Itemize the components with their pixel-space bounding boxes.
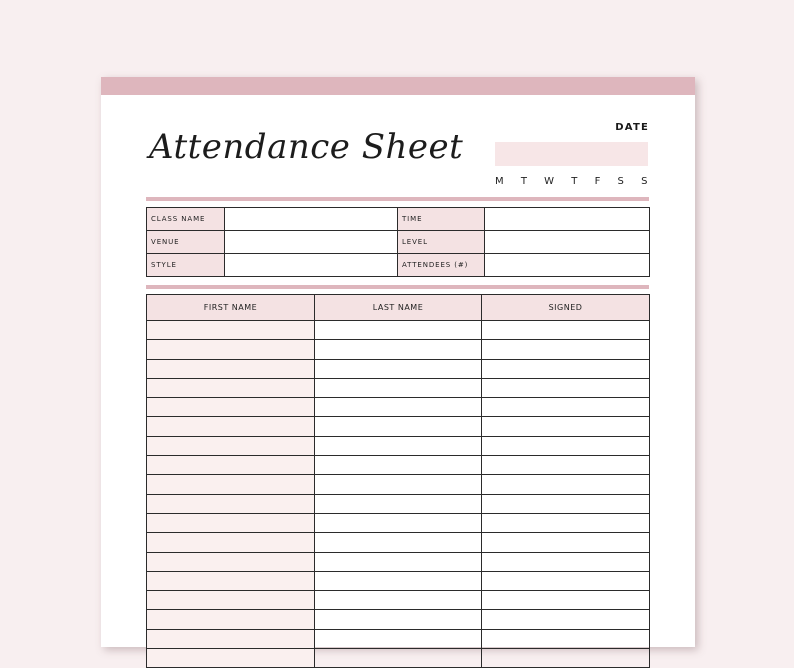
last-name-cell[interactable] [315,610,482,629]
last-name-cell[interactable] [315,533,482,552]
style-field[interactable] [225,254,398,277]
first-name-cell[interactable] [147,629,315,648]
signed-cell[interactable] [482,378,650,397]
signed-cell[interactable] [482,591,650,610]
signed-cell[interactable] [482,629,650,648]
first-name-cell[interactable] [147,571,315,590]
last-name-cell[interactable] [315,359,482,378]
first-name-cell[interactable] [147,494,315,513]
last-name-cell[interactable] [315,378,482,397]
venue-field[interactable] [225,231,398,254]
first-name-cell[interactable] [147,398,315,417]
signed-cell[interactable] [482,513,650,532]
time-label: TIME [398,208,485,231]
last-name-cell[interactable] [315,475,482,494]
level-label: LEVEL [398,231,485,254]
last-name-cell[interactable] [315,629,482,648]
attendance-row [147,417,650,436]
attendance-sheet-page [101,77,695,647]
first-name-cell[interactable] [147,456,315,475]
attendance-row [147,436,650,455]
signed-header: SIGNED [482,295,650,321]
level-field[interactable] [485,231,650,254]
first-name-cell[interactable] [147,475,315,494]
attendance-row [147,533,650,552]
last-name-cell[interactable] [315,649,482,668]
last-name-cell[interactable] [315,321,482,340]
signed-cell[interactable] [482,321,650,340]
signed-cell[interactable] [482,436,650,455]
first-name-cell[interactable] [147,340,315,359]
venue-label: VENUE [147,231,225,254]
section-divider [146,285,649,289]
day-tue[interactable]: T [520,176,528,187]
signed-cell[interactable] [482,398,650,417]
signed-cell[interactable] [482,494,650,513]
last-name-cell[interactable] [315,417,482,436]
last-name-cell[interactable] [315,436,482,455]
last-name-cell[interactable] [315,494,482,513]
attendance-row [147,494,650,513]
attendance-row [147,571,650,590]
first-name-cell[interactable] [147,513,315,532]
signed-cell[interactable] [482,417,650,436]
attendance-row [147,398,650,417]
signed-cell[interactable] [482,610,650,629]
first-name-cell[interactable] [147,378,315,397]
info-row [147,208,650,231]
day-sat[interactable]: S [617,176,625,187]
first-name-cell[interactable] [147,436,315,455]
first-name-cell[interactable] [147,321,315,340]
date-label: DATE [615,122,649,133]
first-name-header: FIRST NAME [147,295,315,321]
first-name-cell[interactable] [147,533,315,552]
signed-cell[interactable] [482,649,650,668]
day-sun[interactable]: S [641,176,648,187]
time-field[interactable] [485,208,650,231]
weekday-row [495,176,648,187]
first-name-cell[interactable] [147,649,315,668]
class-name-label: CLASS NAME [147,208,225,231]
last-name-header: LAST NAME [315,295,482,321]
attendance-row [147,359,650,378]
first-name-cell[interactable] [147,610,315,629]
signed-cell[interactable] [482,571,650,590]
day-mon[interactable]: M [495,176,505,187]
class-info-table [146,207,650,277]
day-wed[interactable]: W [544,176,555,187]
last-name-cell[interactable] [315,591,482,610]
signed-cell[interactable] [482,552,650,571]
attendees-field[interactable] [485,254,650,277]
attendance-row [147,340,650,359]
attendance-header-row [147,295,650,321]
signed-cell[interactable] [482,340,650,359]
first-name-cell[interactable] [147,552,315,571]
attendance-row [147,591,650,610]
last-name-cell[interactable] [315,340,482,359]
last-name-cell[interactable] [315,456,482,475]
attendance-row [147,456,650,475]
date-field[interactable] [495,142,648,166]
attendance-row [147,378,650,397]
attendance-row [147,552,650,571]
class-name-field[interactable] [225,208,398,231]
first-name-cell[interactable] [147,359,315,378]
last-name-cell[interactable] [315,398,482,417]
attendance-row [147,610,650,629]
attendees-label: ATTENDEES (#) [398,254,485,277]
day-fri[interactable]: F [594,176,601,187]
last-name-cell[interactable] [315,571,482,590]
attendance-row [147,475,650,494]
signed-cell[interactable] [482,456,650,475]
signed-cell[interactable] [482,533,650,552]
first-name-cell[interactable] [147,417,315,436]
attendance-table [146,294,650,668]
attendance-row [147,629,650,648]
top-accent-bar [101,77,695,95]
first-name-cell[interactable] [147,591,315,610]
signed-cell[interactable] [482,359,650,378]
last-name-cell[interactable] [315,552,482,571]
signed-cell[interactable] [482,475,650,494]
page-title: Attendance Sheet [149,127,464,167]
attendance-row [147,321,650,340]
last-name-cell[interactable] [315,513,482,532]
style-label: STYLE [147,254,225,277]
attendance-row [147,649,650,668]
info-row [147,254,650,277]
info-row [147,231,650,254]
attendance-row [147,513,650,532]
day-thu[interactable]: T [571,176,578,187]
section-divider [146,197,649,201]
